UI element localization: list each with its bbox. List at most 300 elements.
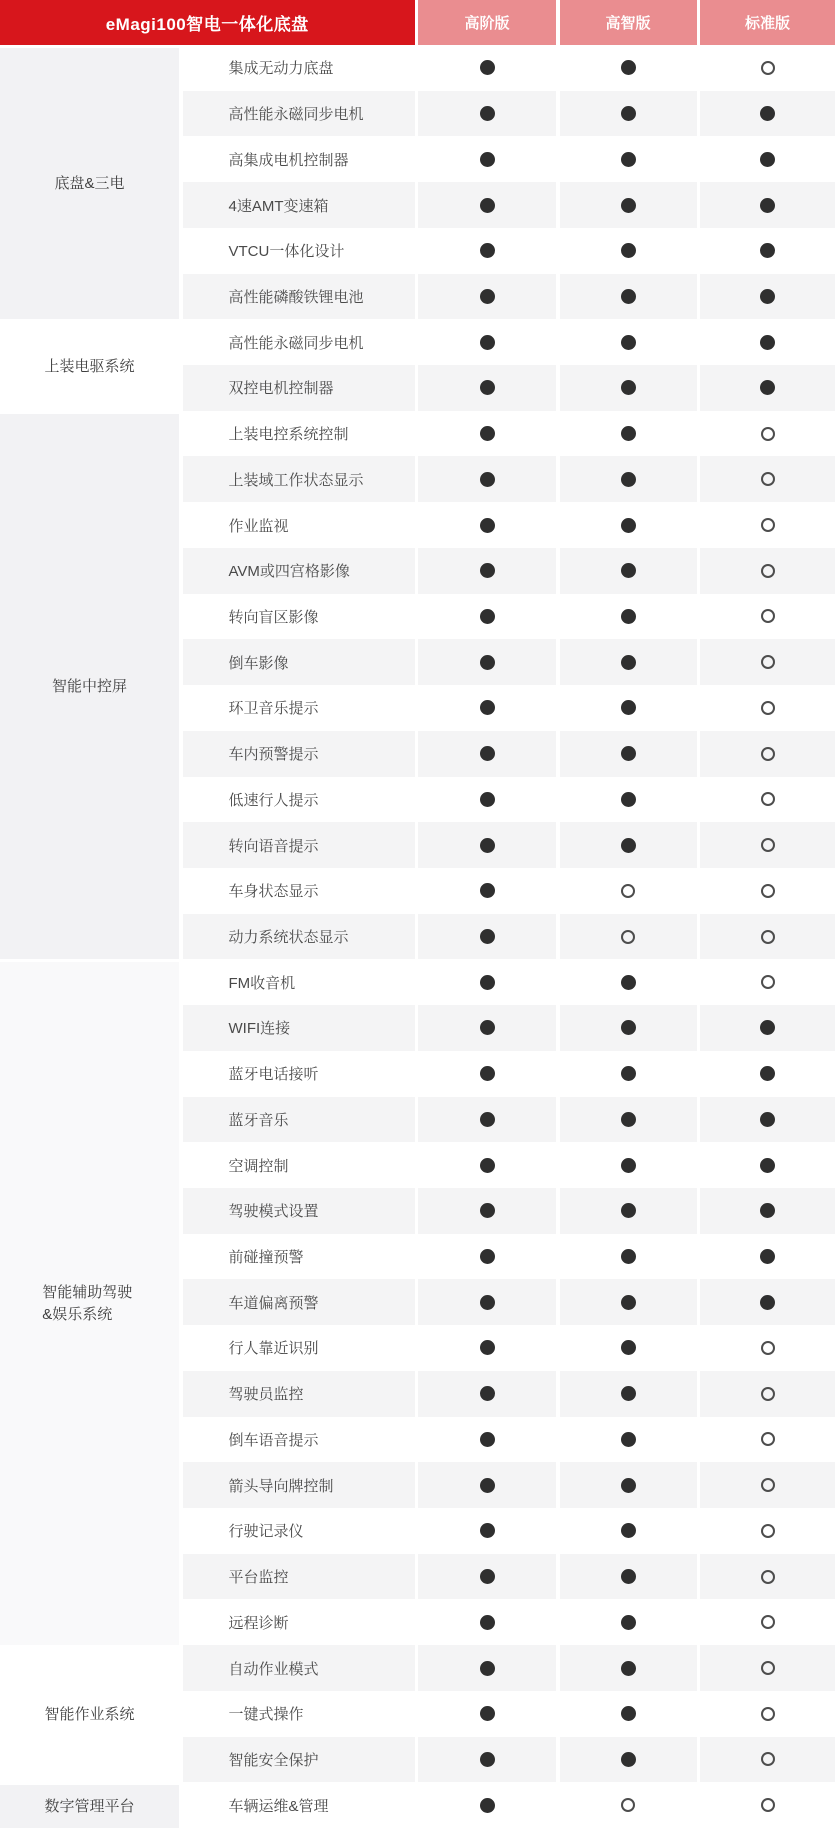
value-cell — [700, 1691, 835, 1737]
version-header-standard — [700, 0, 835, 45]
value-cell — [700, 777, 835, 823]
filled-circle-icon — [621, 426, 636, 441]
open-circle-icon — [761, 1478, 775, 1492]
filled-circle-icon — [621, 1615, 636, 1630]
value-cell — [418, 274, 556, 320]
feature-label: 驾驶员监控 — [228, 1386, 304, 1404]
value-cell — [700, 1005, 835, 1051]
feature-cell — [183, 594, 415, 640]
value-cell — [560, 228, 697, 274]
value-cell — [700, 1234, 835, 1280]
filled-circle-icon — [760, 1112, 775, 1127]
feature-label: 蓝牙电话接听 — [228, 1066, 319, 1084]
feature-label: 双控电机控制器 — [228, 380, 334, 398]
open-circle-icon — [761, 1707, 775, 1721]
sidebar-group-6 — [0, 1782, 179, 1828]
filled-circle-icon — [621, 1295, 636, 1310]
open-circle-icon — [621, 930, 635, 944]
filled-circle-icon — [760, 1295, 775, 1310]
open-circle-icon — [761, 1341, 775, 1355]
version-header-label: 高智版 — [605, 15, 651, 32]
feature-cell — [183, 1279, 415, 1325]
filled-circle-icon — [621, 1386, 636, 1401]
value-cell — [700, 822, 835, 868]
value-cell — [560, 411, 697, 457]
value-cell — [560, 456, 697, 502]
value-cell — [560, 685, 697, 731]
feature-cell — [183, 1325, 415, 1371]
feature-cell — [183, 1782, 415, 1828]
filled-circle-icon — [480, 198, 495, 213]
feature-label: 动力系统状态显示 — [228, 929, 349, 947]
value-cell — [418, 822, 556, 868]
open-circle-icon — [761, 975, 775, 989]
value-cell — [418, 1142, 556, 1188]
value-cell — [560, 91, 697, 137]
feature-label: FM收音机 — [228, 974, 296, 992]
filled-circle-icon — [621, 1112, 636, 1127]
value-cell — [560, 594, 697, 640]
feature-label: 一键式操作 — [228, 1706, 304, 1724]
value-cell — [560, 1325, 697, 1371]
filled-circle-icon — [480, 1615, 495, 1630]
value-cell — [560, 1097, 697, 1143]
filled-circle-icon — [621, 518, 636, 533]
filled-circle-icon — [760, 106, 775, 121]
value-cell — [418, 1599, 556, 1645]
open-circle-icon — [761, 792, 775, 806]
value-cell — [418, 1325, 556, 1371]
value-cell — [560, 548, 697, 594]
value-cell — [418, 777, 556, 823]
filled-circle-icon — [760, 1249, 775, 1264]
filled-circle-icon — [621, 1661, 636, 1676]
value-cell — [560, 365, 697, 411]
filled-circle-icon — [621, 243, 636, 258]
sidebar-group-label: 底盘&三电 — [54, 174, 125, 192]
filled-circle-icon — [760, 335, 775, 350]
feature-label: VTCU一体化设计 — [228, 243, 345, 261]
filled-circle-icon — [621, 563, 636, 578]
feature-cell — [183, 182, 415, 228]
value-cell — [700, 731, 835, 777]
filled-circle-icon — [480, 335, 495, 350]
filled-circle-icon — [480, 1020, 495, 1035]
feature-cell — [183, 548, 415, 594]
feature-label: 箭头导向牌控制 — [228, 1477, 334, 1495]
feature-cell — [183, 502, 415, 548]
filled-circle-icon — [621, 1203, 636, 1218]
feature-label: 转向盲区影像 — [228, 608, 319, 626]
value-cell — [418, 228, 556, 274]
sidebar-group-label: 数字管理平台 — [44, 1797, 135, 1815]
filled-circle-icon — [621, 838, 636, 853]
feature-cell — [183, 868, 415, 914]
value-cell — [700, 959, 835, 1005]
filled-circle-icon — [480, 1066, 495, 1081]
value-cell — [560, 182, 697, 228]
filled-circle-icon — [480, 243, 495, 258]
open-circle-icon — [761, 564, 775, 578]
value-cell — [700, 411, 835, 457]
filled-circle-icon — [760, 152, 775, 167]
feature-label: 高性能磷酸铁锂电池 — [228, 288, 364, 306]
filled-circle-icon — [760, 1203, 775, 1218]
feature-cell — [183, 319, 415, 365]
open-circle-icon — [621, 1798, 635, 1812]
filled-circle-icon — [621, 1249, 636, 1264]
open-circle-icon — [761, 930, 775, 944]
value-cell — [418, 411, 556, 457]
feature-cell — [183, 1005, 415, 1051]
filled-circle-icon — [480, 472, 495, 487]
value-cell — [700, 1737, 835, 1783]
feature-label: 高性能永磁同步电机 — [228, 334, 364, 352]
open-circle-icon — [761, 472, 775, 486]
feature-cell — [183, 1417, 415, 1463]
version-header-label: 高阶版 — [464, 15, 510, 32]
feature-cell — [183, 822, 415, 868]
value-cell — [418, 731, 556, 777]
open-circle-icon — [761, 518, 775, 532]
filled-circle-icon — [621, 746, 636, 761]
feature-cell — [183, 456, 415, 502]
value-cell — [560, 1051, 697, 1097]
filled-circle-icon — [621, 472, 636, 487]
feature-cell — [183, 685, 415, 731]
feature-cell — [183, 731, 415, 777]
value-cell — [700, 1508, 835, 1554]
sidebar-group-label: 上装电驱系统 — [44, 357, 135, 375]
sidebar-group-5 — [0, 1645, 179, 1782]
filled-circle-icon — [621, 1478, 636, 1493]
product-title-header — [0, 0, 415, 45]
value-cell — [700, 1782, 835, 1828]
filled-circle-icon — [480, 1203, 495, 1218]
feature-cell — [183, 411, 415, 457]
feature-cell — [183, 639, 415, 685]
filled-circle-icon — [621, 60, 636, 75]
feature-label: WIFI连接 — [228, 1020, 291, 1038]
filled-circle-icon — [480, 1340, 495, 1355]
feature-cell — [183, 365, 415, 411]
feature-label: 作业监视 — [228, 517, 289, 535]
filled-circle-icon — [480, 1523, 495, 1538]
filled-circle-icon — [621, 106, 636, 121]
value-cell — [418, 1371, 556, 1417]
feature-cell — [183, 1691, 415, 1737]
value-cell — [418, 136, 556, 182]
sidebar-group-1 — [0, 45, 179, 319]
filled-circle-icon — [480, 746, 495, 761]
feature-label: 远程诊断 — [228, 1614, 289, 1632]
value-cell — [560, 45, 697, 91]
value-cell — [560, 868, 697, 914]
feature-label: 集成无动力底盘 — [228, 60, 334, 78]
filled-circle-icon — [480, 883, 495, 898]
open-circle-icon — [761, 747, 775, 761]
value-cell — [418, 1554, 556, 1600]
value-cell — [418, 548, 556, 594]
value-cell — [560, 1645, 697, 1691]
value-cell — [418, 1005, 556, 1051]
filled-circle-icon — [480, 152, 495, 167]
value-cell — [418, 1645, 556, 1691]
feature-cell — [183, 136, 415, 182]
value-cell — [560, 639, 697, 685]
value-cell — [418, 1188, 556, 1234]
filled-circle-icon — [480, 1432, 495, 1447]
filled-circle-icon — [480, 289, 495, 304]
value-cell — [418, 1417, 556, 1463]
feature-cell — [183, 1737, 415, 1783]
value-cell — [700, 1097, 835, 1143]
filled-circle-icon — [480, 1249, 495, 1264]
filled-circle-icon — [480, 426, 495, 441]
feature-label: 高性能永磁同步电机 — [228, 106, 364, 124]
feature-label: 空调控制 — [228, 1157, 289, 1175]
feature-label: 自动作业模式 — [228, 1660, 319, 1678]
sidebar-group-4 — [0, 959, 179, 1645]
filled-circle-icon — [480, 1112, 495, 1127]
filled-circle-icon — [621, 792, 636, 807]
open-circle-icon — [761, 701, 775, 715]
filled-circle-icon — [760, 1158, 775, 1173]
filled-circle-icon — [760, 198, 775, 213]
filled-circle-icon — [480, 1386, 495, 1401]
feature-label: 驾驶模式设置 — [228, 1203, 319, 1221]
value-cell — [418, 959, 556, 1005]
feature-cell — [183, 959, 415, 1005]
value-cell — [700, 91, 835, 137]
value-cell — [560, 1371, 697, 1417]
filled-circle-icon — [480, 929, 495, 944]
value-cell — [418, 45, 556, 91]
value-cell — [700, 274, 835, 320]
value-cell — [560, 136, 697, 182]
feature-label: 4速AMT变速箱 — [228, 197, 329, 215]
value-cell — [700, 594, 835, 640]
value-cell — [700, 1645, 835, 1691]
feature-label: 车内预警提示 — [228, 746, 319, 764]
value-cell — [418, 365, 556, 411]
filled-circle-icon — [760, 380, 775, 395]
value-cell — [418, 1508, 556, 1554]
feature-cell — [183, 1508, 415, 1554]
feature-cell — [183, 777, 415, 823]
feature-label: 倒车语音提示 — [228, 1431, 319, 1449]
feature-cell — [183, 45, 415, 91]
feature-label: 环卫音乐提示 — [228, 700, 319, 718]
value-cell — [560, 1279, 697, 1325]
filled-circle-icon — [760, 289, 775, 304]
feature-cell — [183, 1234, 415, 1280]
open-circle-icon — [761, 838, 775, 852]
filled-circle-icon — [621, 609, 636, 624]
filled-circle-icon — [621, 1752, 636, 1767]
filled-circle-icon — [480, 838, 495, 853]
value-cell — [418, 685, 556, 731]
value-cell — [700, 685, 835, 731]
value-cell — [700, 1462, 835, 1508]
value-cell — [418, 182, 556, 228]
value-cell — [700, 182, 835, 228]
filled-circle-icon — [480, 518, 495, 533]
value-cell — [560, 1691, 697, 1737]
value-cell — [700, 1599, 835, 1645]
feature-cell — [183, 228, 415, 274]
feature-label: 车辆运维&管理 — [228, 1797, 329, 1815]
open-circle-icon — [761, 609, 775, 623]
filled-circle-icon — [621, 1158, 636, 1173]
value-cell — [700, 456, 835, 502]
value-cell — [418, 1737, 556, 1783]
feature-cell — [183, 1599, 415, 1645]
value-cell — [700, 1279, 835, 1325]
filled-circle-icon — [480, 106, 495, 121]
value-cell — [418, 456, 556, 502]
filled-circle-icon — [480, 609, 495, 624]
open-circle-icon — [761, 1387, 775, 1401]
version-header-label: 标准版 — [744, 15, 790, 32]
feature-cell — [183, 1462, 415, 1508]
value-cell — [560, 914, 697, 960]
value-cell — [418, 91, 556, 137]
value-cell — [700, 502, 835, 548]
feature-label: 前碰撞预警 — [228, 1249, 304, 1267]
filled-circle-icon — [621, 152, 636, 167]
filled-circle-icon — [760, 1066, 775, 1081]
filled-circle-icon — [480, 792, 495, 807]
value-cell — [418, 1097, 556, 1143]
value-cell — [560, 731, 697, 777]
value-cell — [560, 1234, 697, 1280]
feature-cell — [183, 274, 415, 320]
value-cell — [560, 1142, 697, 1188]
filled-circle-icon — [480, 975, 495, 990]
open-circle-icon — [761, 61, 775, 75]
value-cell — [560, 1782, 697, 1828]
sidebar-group-label: 智能辅助驾驶&娱乐系统 — [42, 1284, 133, 1323]
feature-cell — [183, 1371, 415, 1417]
value-cell — [418, 1691, 556, 1737]
filled-circle-icon — [621, 1066, 636, 1081]
value-cell — [700, 639, 835, 685]
filled-circle-icon — [480, 380, 495, 395]
filled-circle-icon — [621, 655, 636, 670]
filled-circle-icon — [760, 1020, 775, 1035]
value-cell — [418, 1462, 556, 1508]
sidebar-group-3 — [0, 411, 179, 960]
filled-circle-icon — [480, 1706, 495, 1721]
product-title: eMagi100智电一体化底盘 — [105, 15, 309, 34]
filled-circle-icon — [480, 1295, 495, 1310]
feature-cell — [183, 1554, 415, 1600]
value-cell — [700, 228, 835, 274]
value-cell — [700, 1417, 835, 1463]
feature-label: 行驶记录仪 — [228, 1523, 304, 1541]
value-cell — [560, 1005, 697, 1051]
value-cell — [560, 1554, 697, 1600]
value-cell — [560, 1599, 697, 1645]
value-cell — [418, 1051, 556, 1097]
filled-circle-icon — [480, 1478, 495, 1493]
open-circle-icon — [761, 1615, 775, 1629]
filled-circle-icon — [621, 1340, 636, 1355]
value-cell — [560, 1508, 697, 1554]
open-circle-icon — [761, 1661, 775, 1675]
value-cell — [700, 136, 835, 182]
value-cell — [560, 777, 697, 823]
feature-label: 车道偏离预警 — [228, 1294, 319, 1312]
filled-circle-icon — [480, 1752, 495, 1767]
filled-circle-icon — [480, 700, 495, 715]
open-circle-icon — [761, 1570, 775, 1584]
filled-circle-icon — [621, 1569, 636, 1584]
feature-label: 行人靠近识别 — [228, 1340, 319, 1358]
feature-label: 高集成电机控制器 — [228, 151, 349, 169]
feature-cell — [183, 1645, 415, 1691]
value-cell — [418, 1279, 556, 1325]
filled-circle-icon — [621, 1706, 636, 1721]
value-cell — [700, 1142, 835, 1188]
value-cell — [700, 1325, 835, 1371]
filled-circle-icon — [621, 1523, 636, 1538]
value-cell — [418, 639, 556, 685]
open-circle-icon — [761, 1432, 775, 1446]
feature-cell — [183, 1188, 415, 1234]
version-header-premium — [418, 0, 556, 45]
version-header-smart — [560, 0, 697, 45]
filled-circle-icon — [760, 243, 775, 258]
value-cell — [700, 868, 835, 914]
filled-circle-icon — [480, 1798, 495, 1813]
value-cell — [560, 1417, 697, 1463]
value-cell — [560, 822, 697, 868]
value-cell — [418, 1234, 556, 1280]
feature-cell — [183, 1097, 415, 1143]
value-cell — [418, 594, 556, 640]
value-cell — [560, 1188, 697, 1234]
value-cell — [700, 914, 835, 960]
feature-label: 智能安全保护 — [228, 1751, 319, 1769]
filled-circle-icon — [621, 1432, 636, 1447]
feature-label: 上装域工作状态显示 — [228, 471, 364, 489]
filled-circle-icon — [480, 1569, 495, 1584]
filled-circle-icon — [480, 655, 495, 670]
value-cell — [418, 1782, 556, 1828]
filled-circle-icon — [621, 380, 636, 395]
filled-circle-icon — [621, 1020, 636, 1035]
value-cell — [418, 914, 556, 960]
feature-cell — [183, 914, 415, 960]
value-cell — [560, 274, 697, 320]
feature-label: 上装电控系统控制 — [228, 426, 349, 444]
feature-cell — [183, 91, 415, 137]
value-cell — [700, 548, 835, 594]
value-cell — [700, 319, 835, 365]
value-cell — [560, 1737, 697, 1783]
value-cell — [418, 319, 556, 365]
feature-label: 转向语音提示 — [228, 837, 319, 855]
feature-label: 平台监控 — [228, 1569, 289, 1587]
filled-circle-icon — [480, 1158, 495, 1173]
feature-label: 蓝牙音乐 — [228, 1111, 289, 1129]
feature-label: 低速行人提示 — [228, 791, 319, 809]
sidebar-group-label: 智能中控屏 — [51, 677, 127, 695]
filled-circle-icon — [621, 700, 636, 715]
open-circle-icon — [621, 884, 635, 898]
